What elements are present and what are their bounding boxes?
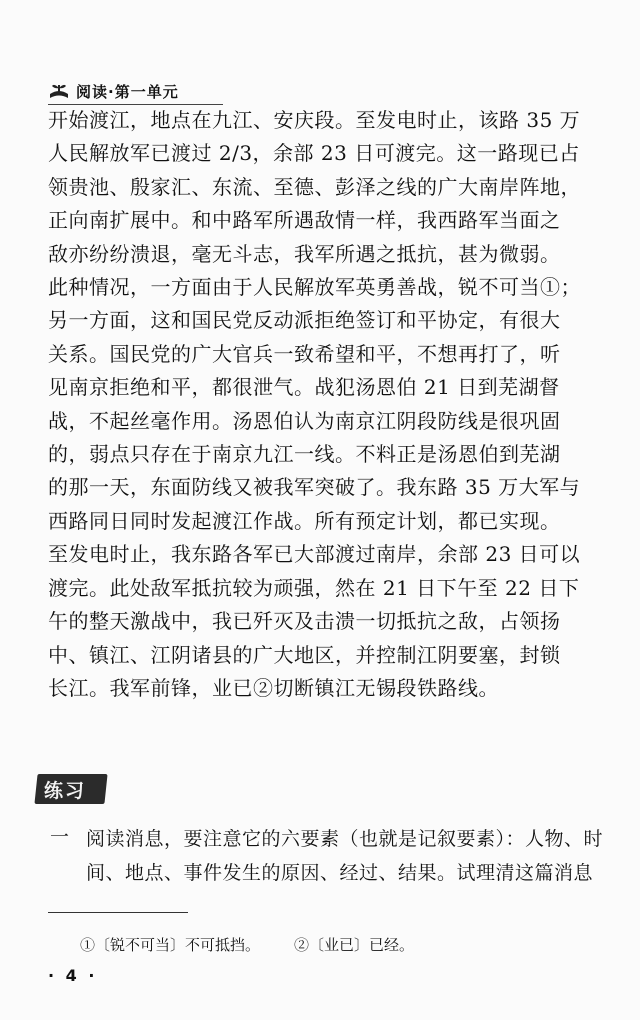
header-title: 阅读·第一单元 (76, 82, 179, 101)
book-sprout-icon (48, 80, 70, 102)
footnote-divider (48, 912, 188, 913)
exercise-text: 阅读消息，要注意它的六要素（也就是记叙要素）：人物、时 间、地点、事件发生的原因、经过、结果。试理清这篇消息 (86, 828, 604, 884)
exercise-number: 一 (50, 826, 70, 848)
footnote-2: ②〔业已〕已经。 (294, 936, 415, 954)
article-body: 开始渡江，地点在九江、安庆段。至发电时止，该路 35 万 人民解放军已渡过 2/3，余部 23 日可渡完。这一路现已占 领贵池、殷家汇、东流、至德、彭泽之线的广大南岸阵地， 正向南扩展中。和中路军所遇敌情一样，我西路军当面之 敌亦纷纷溃退，毫无斗志，我军所遇之抵抗，甚为微弱。 此种情况，一方面由于人民解放军英勇善战，锐不可当①； 另一方面，这和国民党反动派拒绝签订和平协定，有很大 关系。国民党的广大官兵一致希望和平，不想再打了，听 见南京拒绝和平，都很泄气。战犯汤恩伯 21 日到芜湖督 战，不起丝毫作用。汤恩伯认为南京江阴段防线是很巩固 的，弱点只存在于南京九江一线。不料正是汤恩伯到芜湖 的那一天，东面防线又被我军突破了。我东路 35 万大军与 西路同日同时发起渡江作战。所有预定计划，都已实现。 至发电时止，我东路各军已大部渡过南岸，余部 23 日可以 渡完。此处敌军抵抗较为顽强，然在 21 日下午至 22 日下 午的整天激战中，我已歼灭及击溃一切抵抗之敌，占领扬 中、镇江、江阴诸县的广大地区，并控制江阴要塞，封锁 长江。我军前锋，业已②切断镇江无锡段铁路线。 (48, 108, 581, 700)
practice-label: 练习 (44, 780, 87, 802)
footnote-1: ①〔锐不可当〕不可抵挡。 (80, 936, 261, 954)
practice-badge (30, 768, 110, 808)
page-number: · 4 · (48, 966, 98, 985)
footnotes (80, 934, 414, 955)
page-header (48, 78, 248, 104)
